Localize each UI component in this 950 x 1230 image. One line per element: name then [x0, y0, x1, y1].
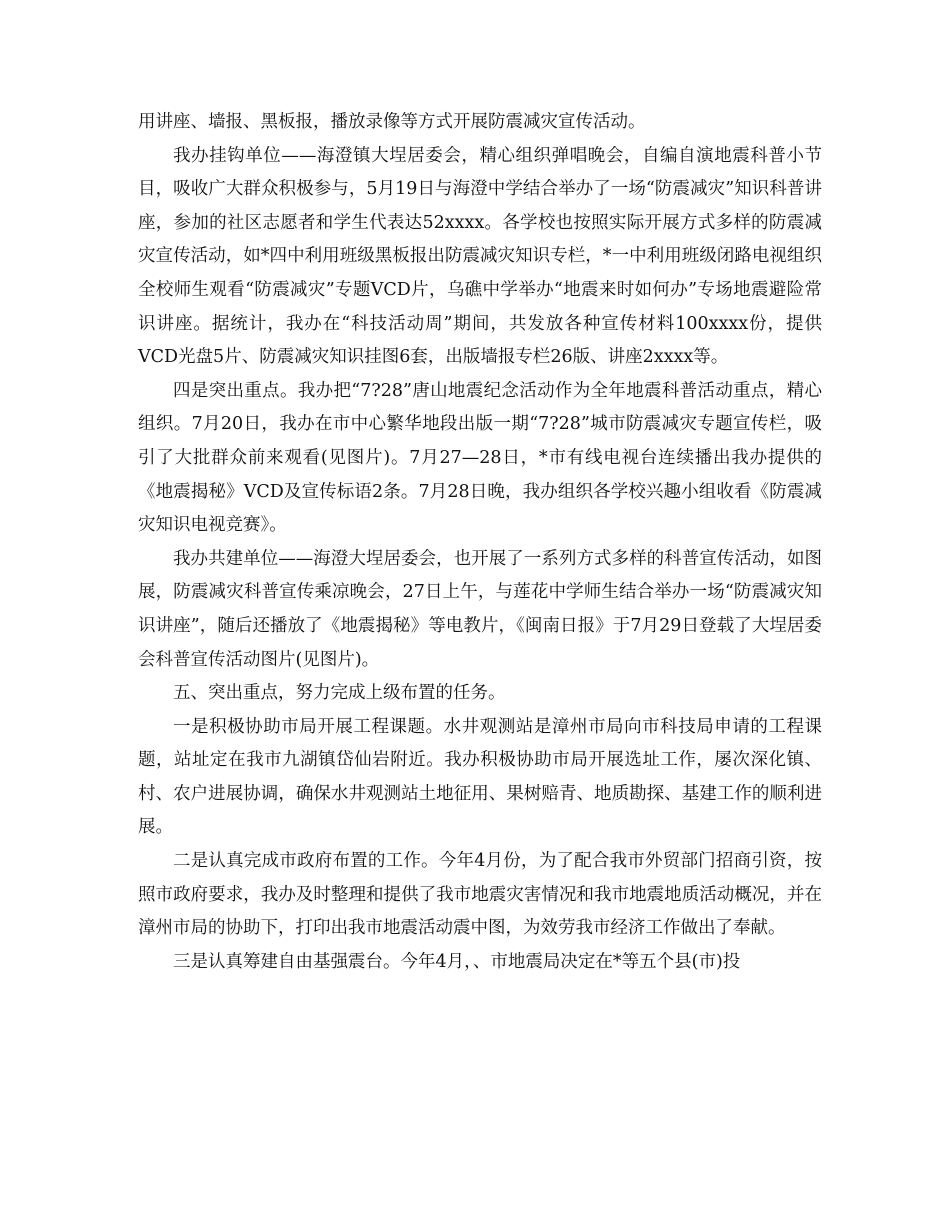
paragraph-community-activities: 我办挂钩单位——海澄镇大埕居委会，精心组织弹唱晚会，自编自演地震科普小节目，吸收广大群众积极参与，5月19日与海澄中学结合举办了一场“防震减灾”知识科普讲座，参加的社区志愿者和学生代表达52xxxx。各学校也按照实际开展方式多样的防震减灾宣传活动，如*四中利用班级黑板报出防震减灾知识专栏，*一中利用班级闭路电视组织全校师生观看“防震减灾”专题VCD片，乌礁中学举办“地震来时如何办”专场地震避险常识讲座。据统计，我办在“科技活动周”期间，共发放各种宣传材料100xxxx份，提供VCD光盘5片、防震减灾知识挂图6套，出版墙报专栏26版、讲座2xxxx等。: [138, 145, 822, 368]
section-heading-five: 五、突出重点，努力完成上级布置的任务。: [173, 683, 506, 704]
paragraph-government-work: 二是认真完成市政府布置的工作。今年4月份，为了配合我市外贸部门招商引资，按照市政府要求，我办及时整理和提供了我市地震灾害情况和我市地震地质活动概况，并在漳州市局的协助下，打印出我市地震活动震中图，为效劳我市经济工作做出了奉献。: [138, 851, 822, 939]
document-body: [138, 106, 822, 979]
paragraph-continuation: 用讲座、墙报、黑板报，播放录像等方式开展防震减灾宣传活动。: [138, 112, 646, 132]
paragraph-seismic-station: 三是认真筹建自由基强震台。今年4月，、市地震局决定在*等五个县(市)投: [173, 951, 741, 972]
paragraph-water-well-project: 一是积极协助市局开展工程课题。水井观测站是漳州市局向市科技局申请的工程课题，站址定在我市九湖镇岱仙岩附近。我办积极协助市局开展选址工作，屡次深化镇、村、农户进展协调，确保水井观测站土地征用、果树赔青、地质勘探、基建工作的顺利进展。: [138, 716, 822, 838]
paragraph-tangshan-memorial: 四是突出重点。我办把“7?28”唐山地震纪念活动作为全年地震科普活动重点，精心组织。7月20日，我办在市中心繁华地段出版一期“7?28”城市防震减灾专题宣传栏，吸引了大批群众前来观看(见图片)。7月27—28日，*市有线电视台连续播出我办提供的《地震揭秘》VCD及宣传标语2条。7月28日晚，我办组织各学校兴趣小组收看《防震减灾知识电视竞赛》。: [138, 380, 822, 536]
paragraph-co-built-unit: 我办共建单位——海澄大埕居委会，也开展了一系列方式多样的科普宣传活动，如图展，防震减灾科普宣传乘凉晚会，27日上午，与莲花中学师生结合举办一场“防震减灾知识讲座”，随后还播放了《地震揭秘》等电教片，《闽南日报》于7月29日登载了大埕居委会科普宣传活动图片(见图片)。: [138, 548, 822, 670]
